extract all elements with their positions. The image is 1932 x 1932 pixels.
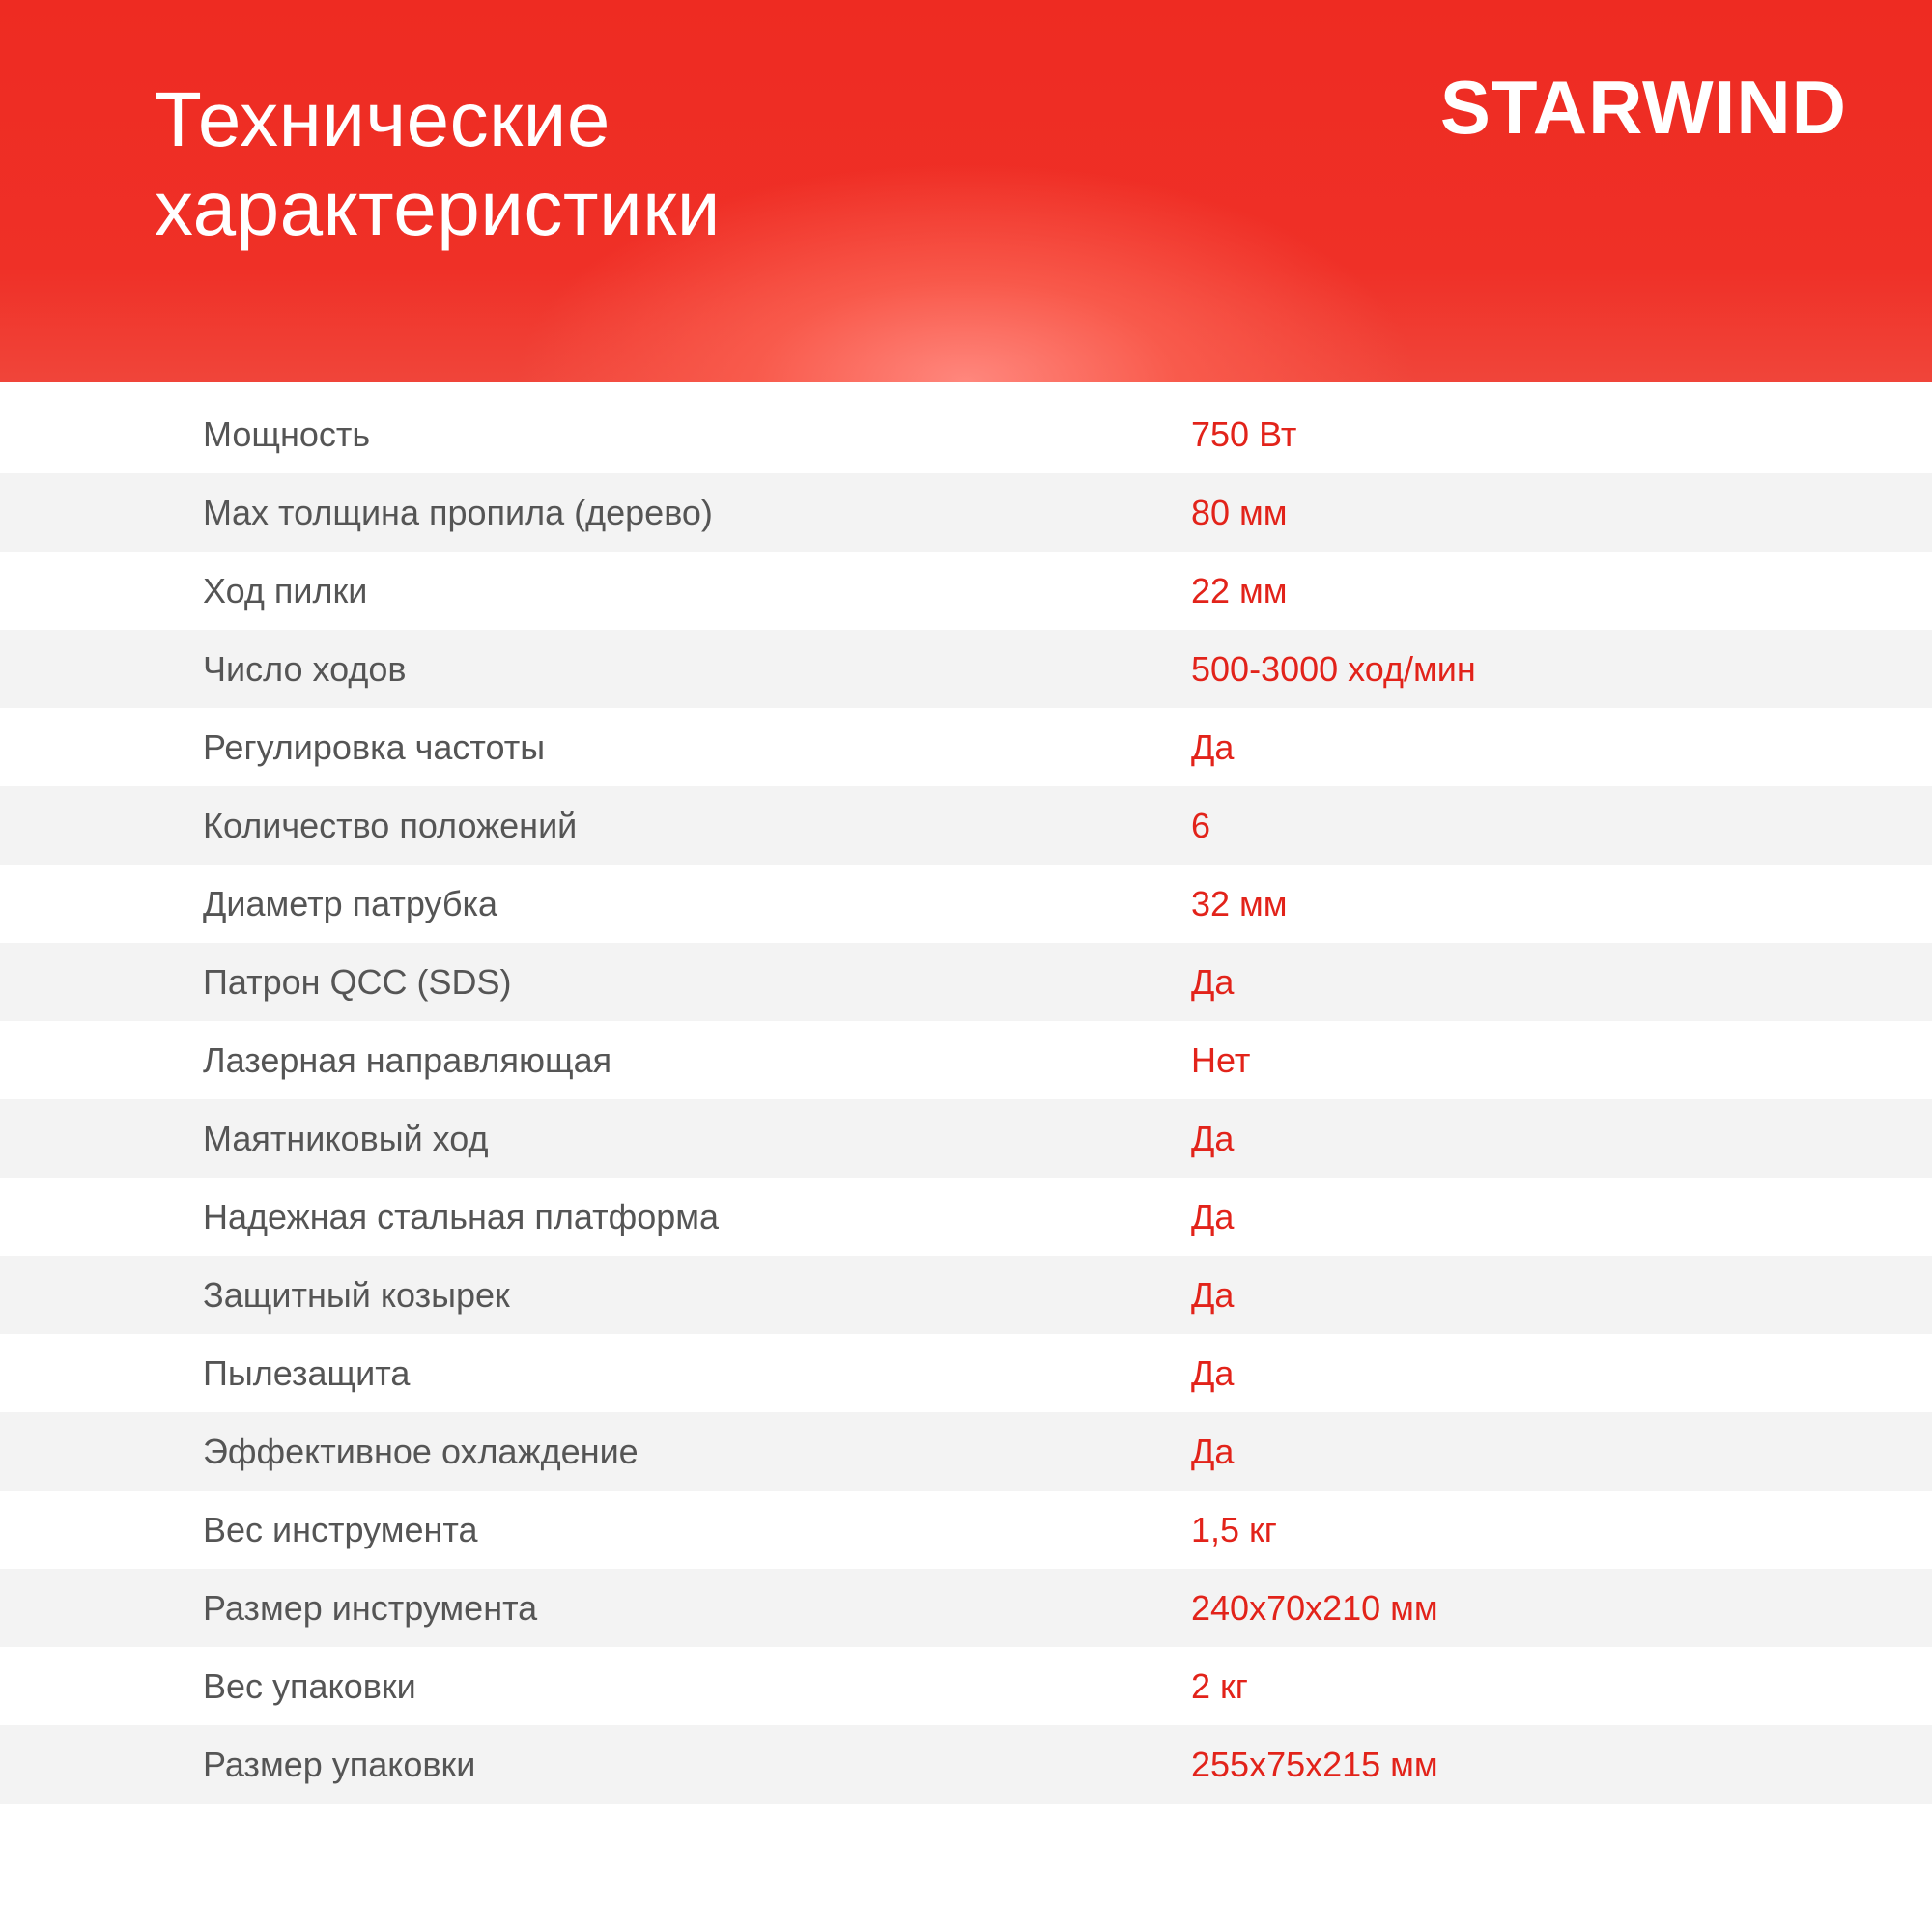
spec-value: 80 мм bbox=[1191, 493, 1288, 532]
spec-label: Маятниковый ход bbox=[203, 1119, 489, 1158]
spec-value: 750 Вт bbox=[1191, 414, 1297, 454]
spec-row bbox=[0, 1491, 1932, 1569]
brand-logo: STARWIND bbox=[1439, 65, 1847, 150]
spec-value: Да bbox=[1191, 1197, 1235, 1236]
spec-label: Лазерная направляющая bbox=[203, 1040, 612, 1080]
spec-value: 500-3000 ход/мин bbox=[1191, 649, 1476, 689]
spec-value: Да bbox=[1191, 727, 1235, 767]
spec-row bbox=[0, 1178, 1932, 1256]
spec-label: Мощность bbox=[203, 414, 371, 454]
spec-label: Надежная стальная платформа bbox=[203, 1197, 720, 1236]
spec-row bbox=[0, 1647, 1932, 1725]
spec-row bbox=[0, 1569, 1932, 1647]
spec-label: Количество положений bbox=[203, 806, 578, 845]
spec-row bbox=[0, 473, 1932, 552]
spec-row bbox=[0, 943, 1932, 1021]
spec-row bbox=[0, 786, 1932, 865]
spec-label: Вес инструмента bbox=[203, 1510, 478, 1549]
spec-row bbox=[0, 552, 1932, 630]
spec-value: 22 мм bbox=[1191, 571, 1288, 611]
spec-value: Да bbox=[1191, 962, 1235, 1002]
spec-label: Max толщина пропила (дерево) bbox=[203, 493, 713, 532]
spec-label: Защитный козырек bbox=[203, 1275, 510, 1315]
spec-label: Пылезащита bbox=[203, 1353, 411, 1393]
spec-value: 255x75x215 мм bbox=[1191, 1745, 1438, 1784]
spec-row bbox=[0, 1725, 1932, 1804]
spec-label: Размер инструмента bbox=[203, 1588, 538, 1628]
spec-row bbox=[0, 395, 1932, 473]
spec-value: 2 кг bbox=[1191, 1666, 1248, 1706]
spec-row bbox=[0, 865, 1932, 943]
spec-label: Регулировка частоты bbox=[203, 727, 546, 767]
spec-value: 1,5 кг bbox=[1191, 1510, 1277, 1549]
spec-row bbox=[0, 1334, 1932, 1412]
spec-value: Да bbox=[1191, 1432, 1235, 1471]
spec-value: 32 мм bbox=[1191, 884, 1288, 923]
page-title-line-2: характеристики bbox=[155, 165, 721, 251]
spec-row bbox=[0, 1099, 1932, 1178]
page-title-line-1: Технические bbox=[155, 76, 611, 162]
spec-label: Размер упаковки bbox=[203, 1745, 476, 1784]
spec-label: Эффективное охлаждение bbox=[203, 1432, 639, 1471]
spec-label: Вес упаковки bbox=[203, 1666, 416, 1706]
spec-value: 240x70x210 мм bbox=[1191, 1588, 1438, 1628]
spec-value: 6 bbox=[1191, 806, 1211, 845]
spec-label: Патрон QCC (SDS) bbox=[203, 962, 512, 1002]
spec-label: Ход пилки bbox=[203, 571, 368, 611]
spec-label: Диаметр патрубка bbox=[203, 884, 498, 923]
header-banner bbox=[0, 0, 1932, 382]
spec-value: Да bbox=[1191, 1119, 1235, 1158]
spec-row bbox=[0, 1256, 1932, 1334]
spec-value: Нет bbox=[1191, 1040, 1251, 1080]
page-title bbox=[155, 75, 1024, 253]
spec-row bbox=[0, 1412, 1932, 1491]
specs-table bbox=[0, 395, 1932, 1804]
spec-value: Да bbox=[1191, 1353, 1235, 1393]
spec-row bbox=[0, 708, 1932, 786]
spec-label: Число ходов bbox=[203, 649, 407, 689]
spec-row bbox=[0, 1021, 1932, 1099]
spec-row bbox=[0, 630, 1932, 708]
spec-value: Да bbox=[1191, 1275, 1235, 1315]
